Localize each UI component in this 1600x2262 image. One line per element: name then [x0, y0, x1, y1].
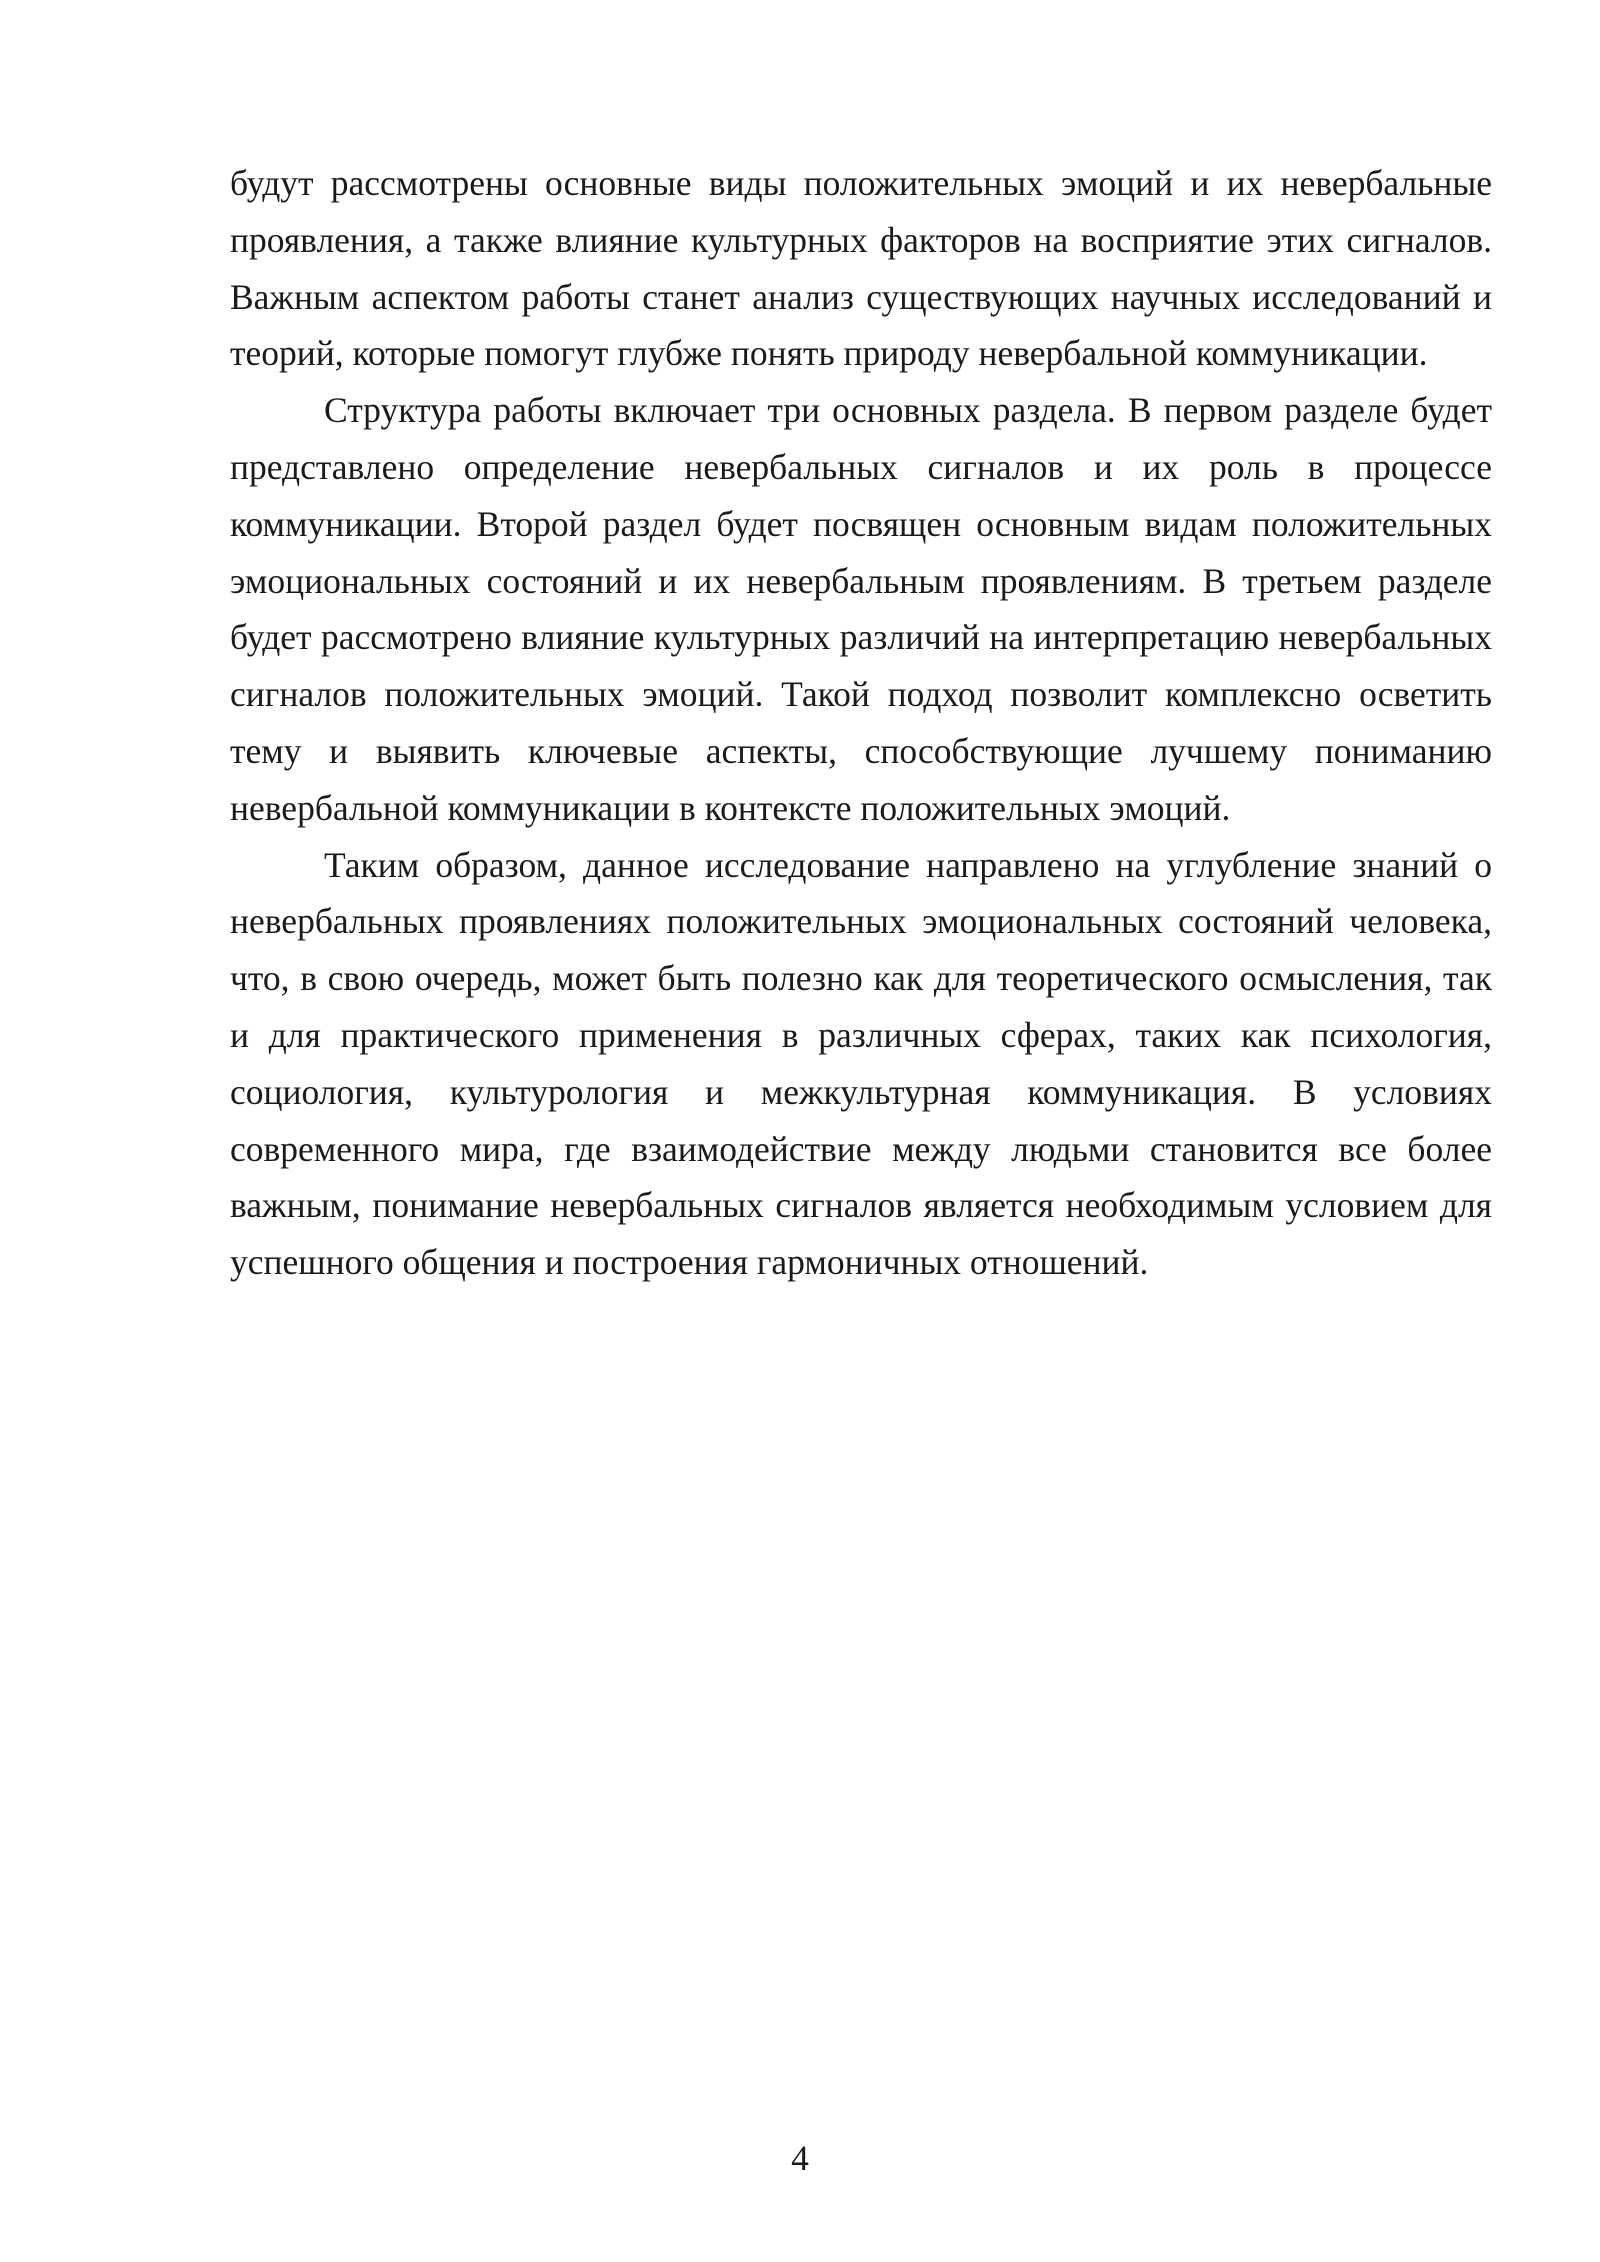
document-body	[230, 155, 1492, 1291]
paragraph-conclusion: Таким образом, данное исследование направлено на углубление знаний о невербальных проявлениях положительных эмоциональных состояний человека, что, в свою очередь, может быть полезно как для теоретического осмысления, так и для практического применения в различных сферах, таких как психология, социология, культурология и межкультурная коммуникация. В условиях современного мира, где взаимодействие между людьми становится все более важным, понимание невербальных сигналов является необходимым условием для успешного общения и построения гармоничных отношений.	[230, 844, 1492, 1283]
page-number: 4	[791, 2138, 809, 2178]
paragraph-structure: Структура работы включает три основных раздела. В первом разделе будет представлено определение невербальных сигналов и их роль в процессе коммуникации. Второй раздел будет посвящен основным видам положительных эмоциональных состояний и их невербальным проявлениям. В третьем разделе будет рассмотрено влияние культурных различий на интерпретацию невербальных сигналов положительных эмоций. Такой подход позволит комплексно осветить тему и выявить ключевые аспекты, способствующие лучшему пониманию невербальной коммуникации в контексте положительных эмоций.	[230, 390, 1492, 828]
paragraph-continuation: будут рассмотрены основные виды положительных эмоций и их невербальные проявления, а также влияние культурных факторов на восприятие этих сигналов. Важным аспектом работы станет анализ существующих научных исследований и теорий, которые помогут глубже понять природу невербальной коммуникации.	[230, 163, 1492, 374]
